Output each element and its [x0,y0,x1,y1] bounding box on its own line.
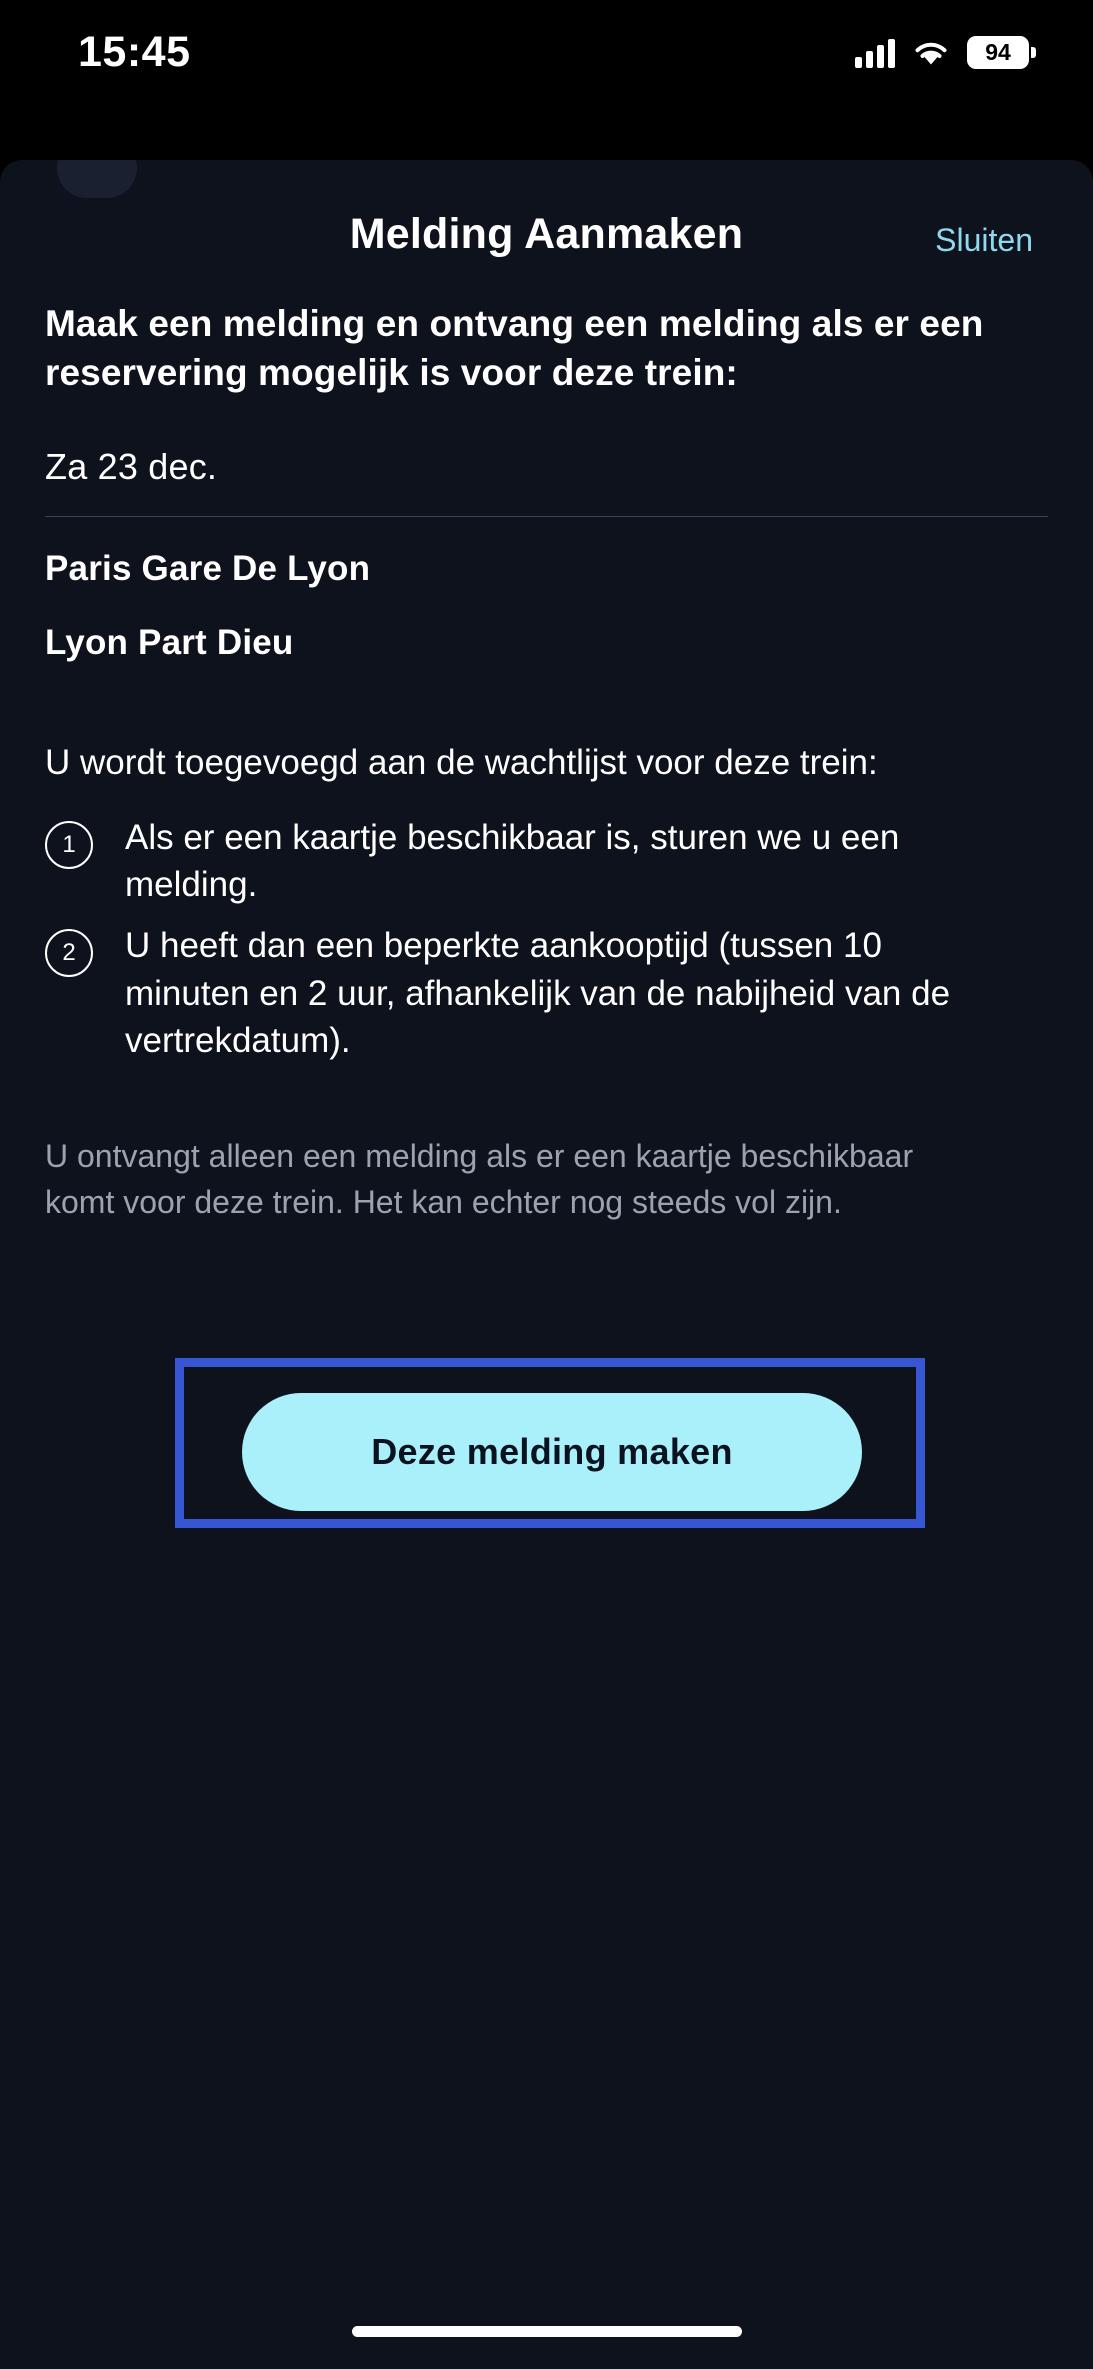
melding-sheet [0,160,1093,2369]
wifi-icon [912,38,950,68]
sheet-header [0,160,1093,280]
step-number: 2 [45,929,93,977]
step-text: Als er een kaartje beschikbaar is, sturen we u een melding. [125,817,900,905]
create-alert-button[interactable]: Deze melding maken [242,1393,862,1511]
waitlist-intro: U wordt toegevoegd aan de wachtlijst voor deze trein: [45,742,878,782]
cellular-bars-icon [855,38,895,68]
travel-date: Za 23 dec. [45,445,218,487]
status-indicators [855,36,1029,69]
home-indicator [352,2326,742,2337]
lead-text: Maak een melding en ontvang een melding als er een reservering mogelijk is voor deze trein: [45,303,984,393]
footnote-text: U ontvangt alleen een melding als er een kaartje beschikbaar komt voor deze trein. Het kan echter nog steeds vol zijn. [45,1138,914,1220]
list-item [45,922,1048,1064]
list-item [45,814,1048,909]
cta-highlight-box [175,1358,925,1528]
divider [45,516,1048,517]
step-number: 1 [45,821,93,869]
origin-station: Paris Gare De Lyon [45,548,371,588]
page-title: Melding Aanmaken [349,210,744,258]
status-bar [0,0,1093,160]
status-time: 15:45 [78,28,191,76]
sheet-content [45,300,1048,1225]
close-button[interactable]: Sluiten [935,222,1033,258]
waitlist-steps [45,814,1048,1064]
battery-indicator: 94 [967,36,1029,69]
destination-station: Lyon Part Dieu [45,622,294,662]
step-text: U heeft dan een beperkte aankooptijd (tussen 10 minuten en 2 uur, afhankelijk van de nabijheid van de vertrekdatum). [125,926,951,1060]
